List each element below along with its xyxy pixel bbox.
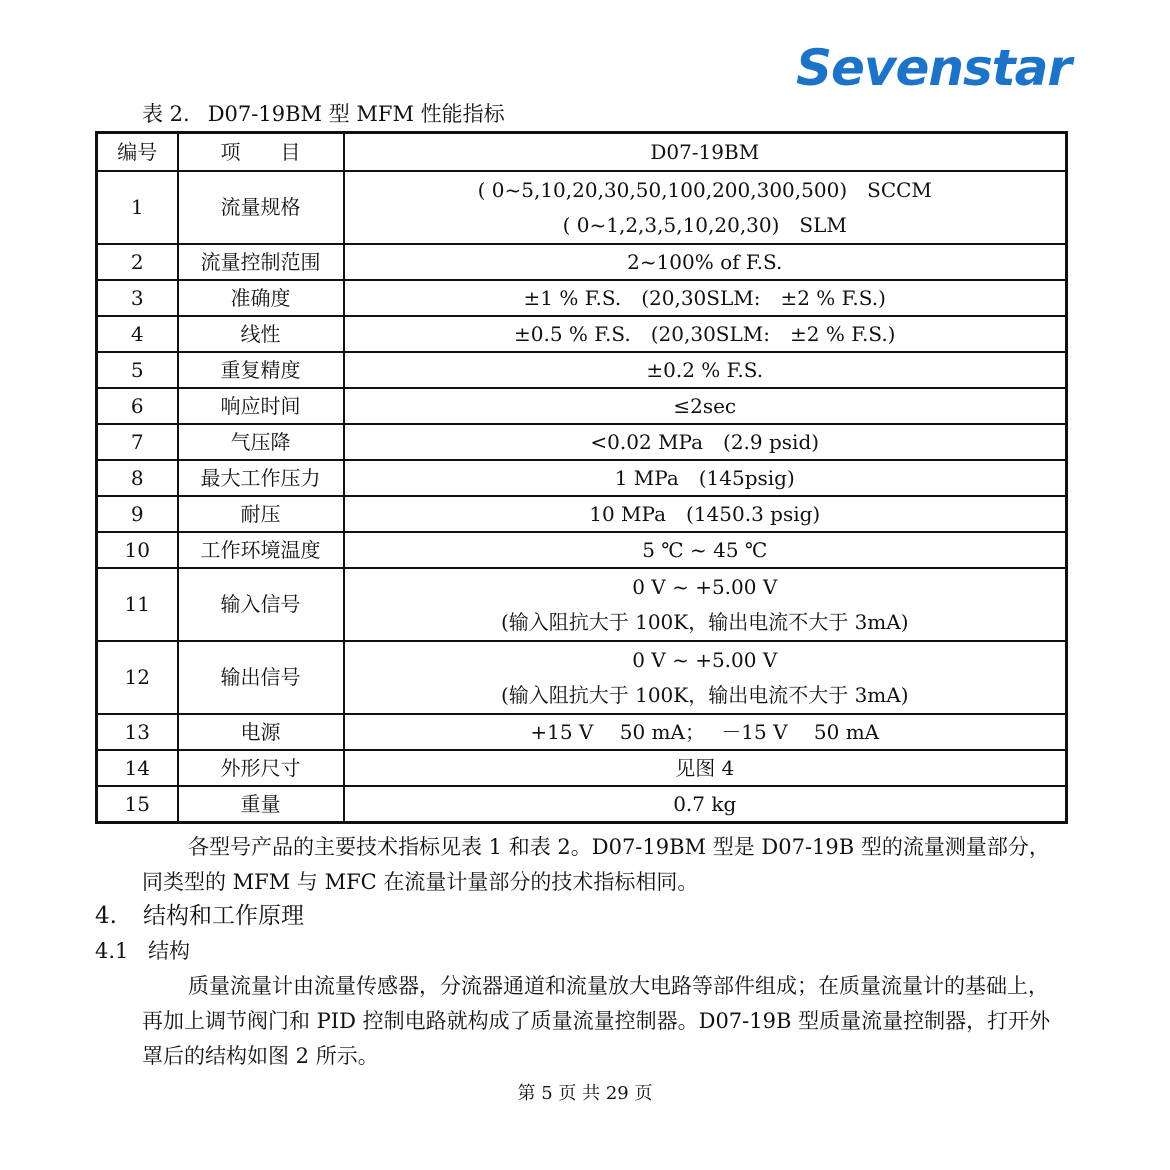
row-value: 见图 4 [344,750,1067,786]
row-no: 5 [97,352,178,388]
row-value: 2~100% of F.S. [344,244,1067,280]
row-no: 10 [97,532,178,568]
row-item: 响应时间 [178,388,344,424]
row-value-line1: 0 V ~ +5.00 V [632,647,778,672]
table-row [97,424,1067,460]
table-row [97,316,1067,352]
row-item: 流量控制范围 [178,244,344,280]
row-item: 最大工作压力 [178,460,344,496]
table-row [97,568,1067,641]
row-no: 14 [97,750,178,786]
paragraph-structure: 质量流量计由流量传感器，分流器通道和流量放大电路等部件组成；在质量流量计的基础上，再加上调节阀门和 PID 控制电路就构成了质量流量控制器。D07-19B 型质量流量控制器，打开外罩后的结构如图 2 所示。 [142,974,1051,1068]
row-item: 电源 [178,714,344,750]
row-no: 3 [97,280,178,316]
section-number: 4. [95,903,117,929]
table-row [97,352,1067,388]
table-row [97,750,1067,786]
table-row [97,460,1067,496]
page-footer: 第 5 页 共 29 页 [517,1083,653,1104]
subsection-number: 4.1 [95,939,129,963]
row-value-line2: (输入阻抗大于 100K，输出电流不大于 3mA) [500,682,909,707]
table-row [97,280,1067,316]
table-caption [142,100,523,128]
row-value: ±0.5 % F.S. (20,30SLM: ±2 % F.S.) [344,316,1067,352]
row-value: 0.7 kg [344,786,1067,823]
row-value: +15 V 50 mA； －15 V 50 mA [344,714,1067,750]
table-row [97,496,1067,532]
row-item: 重量 [178,786,344,823]
paragraph-summary: 各型号产品的主要技术指标见表 1 和表 2。D07-19BM 型是 D07-19B 型的流量测量部分，同类型的 MFM 与 MFC 在流量计量部分的技术指标相同。 [142,835,1050,894]
subsection-title: 结构 [148,939,190,963]
row-no: 9 [97,496,178,532]
row-item: 外形尺寸 [178,750,344,786]
row-value: 1 MPa (145psig) [344,460,1067,496]
row-no: 7 [97,424,178,460]
section-title: 结构和工作原理 [143,903,304,929]
row-value-line2: ( 0~1,2,3,5,10,20,30) SLM [562,212,847,237]
table-row [97,532,1067,568]
row-item: 输入信号 [178,568,344,641]
table-caption-label: 表 2. [142,102,190,126]
row-value: <0.02 MPa (2.9 psid) [344,424,1067,460]
row-item: 工作环境温度 [178,532,344,568]
row-value [344,641,1067,714]
row-item: 准确度 [178,280,344,316]
row-item: 重复精度 [178,352,344,388]
table-caption-text: D07-19BM 型 MFM 性能指标 [207,102,505,126]
row-no: 12 [97,641,178,714]
row-no: 15 [97,786,178,823]
table-row [97,714,1067,750]
table-row [97,171,1067,244]
row-value-line2: (输入阻抗大于 100K，输出电流不大于 3mA) [500,609,909,634]
row-no: 4 [97,316,178,352]
table-row [97,786,1067,823]
section-heading [95,899,304,933]
row-item: 线性 [178,316,344,352]
row-value [344,171,1067,244]
row-no: 11 [97,568,178,641]
subsection-heading [95,935,190,967]
row-no: 1 [97,171,178,244]
table-row [97,244,1067,280]
row-value [344,568,1067,641]
row-item: 气压降 [178,424,344,460]
row-item: 耐压 [178,496,344,532]
spec-table [95,131,1068,824]
sevenstar-logo: Sevenstar [796,39,1072,97]
row-no: 13 [97,714,178,750]
row-item: 流量规格 [178,171,344,244]
row-item: 输出信号 [178,641,344,714]
row-value-line1: 0 V ~ +5.00 V [632,574,778,599]
row-no: 8 [97,460,178,496]
row-no: 2 [97,244,178,280]
row-value: 10 MPa (1450.3 psig) [344,496,1067,532]
row-no: 6 [97,388,178,424]
table-row [97,641,1067,714]
header-item: 项 目 [178,133,344,172]
table-header-row [97,133,1067,172]
row-value: ±1 % F.S. (20,30SLM: ±2 % F.S.) [344,280,1067,316]
row-value: 5 ℃ ~ 45 ℃ [344,532,1067,568]
header-no: 编号 [97,133,178,172]
row-value-line1: ( 0~5,10,20,30,50,100,200,300,500) SCCM [477,177,932,202]
row-value: ±0.2 % F.S. [344,352,1067,388]
row-value: ≤2sec [344,388,1067,424]
header-value: D07-19BM [344,133,1067,172]
table-row [97,388,1067,424]
